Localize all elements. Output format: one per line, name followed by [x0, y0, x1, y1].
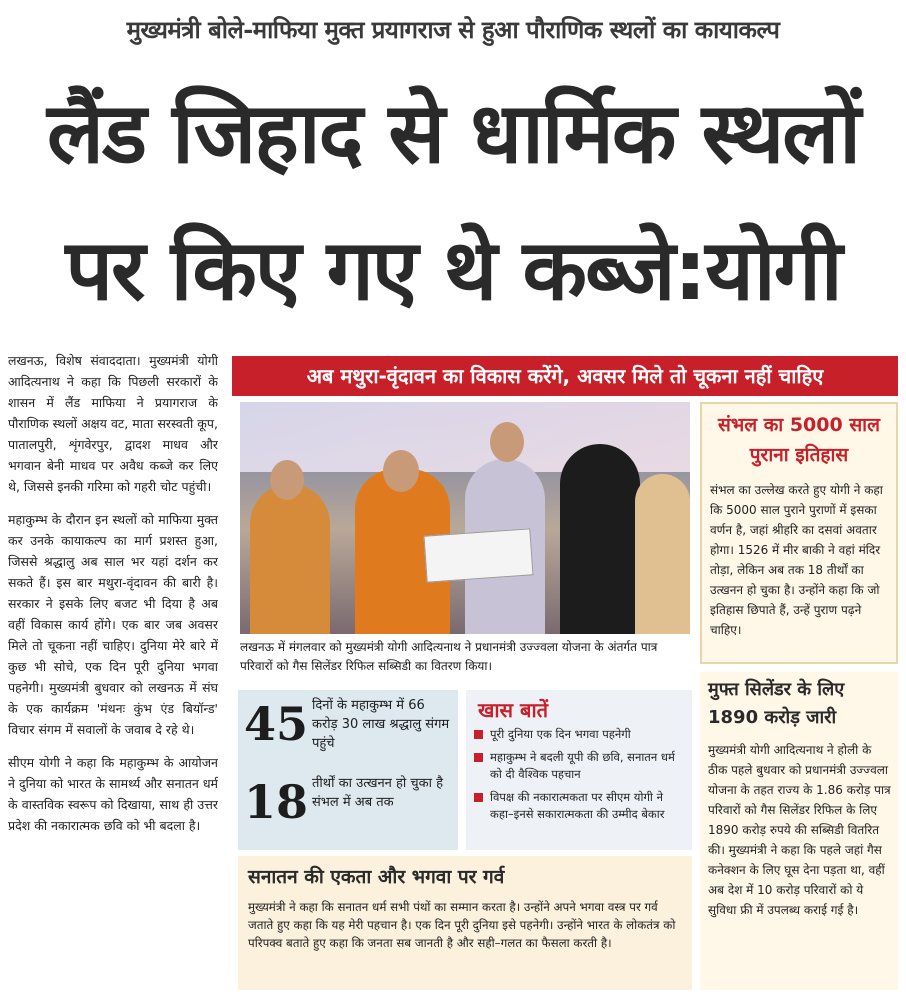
kicker-headline: मुख्यमंत्री बोले-माफिया मुक्त प्रयागराज से हुआ पौराणिक स्थलों का कायाकल्प: [126, 15, 780, 44]
key-point-item: [474, 789, 688, 823]
key-points-box: [466, 690, 692, 850]
person-head: [490, 422, 524, 462]
key-point-text: पूरी दुनिया एक दिन भगवा पहनेगी: [490, 727, 631, 741]
article-paragraph: सीएम योगी ने कहा कि महाकुम्भ के आयोजन ने दुनिया को भारत के सामर्थ्य और सनातन धर्म के वास्तविक स्वरूप को दिखाया, साथ ही उत्तर प्रदेश की नकारात्मक छवि को भी बदला है।: [8, 755, 218, 833]
article-paragraph: महाकुम्भ के दौरान इन स्थलों को माफिया मुक्त कर उनके कायाकल्प का मार्ग प्रशस्त हुआ, जिससे श्रद्धालु अब साल भर यहां दर्शन कर सकते हैं। इस बार मथुरा-वृंदावन की बारी है। सरकार ने इसके लिए बजट भी दिया है अब वहीं विकास कार्य होंगे। एक बार जब अवसर मिले तो चूकना नहीं चाहिए। दुनिया मेरे बारे में कुछ भी सोचे, एक दिन पूरी दुनिया भगवा पहनेगी। मुख्यमंत्री बुधवार को लखनऊ में संघ के एक कार्यक्रम 'मंथनः कुंभ एंड बियॉन्ड' विचार संगम में सवालों के जवाब दे रहे थे।: [8, 512, 218, 737]
stat-row: [244, 772, 454, 842]
key-point-text: विपक्ष की नकारात्मकता पर सीएम योगी ने कहा–इनसे सकारात्मकता की उम्मीद बेकार: [490, 790, 665, 821]
main-headline-line-2: पर किए गए थे कब्जे:योगी: [65, 221, 841, 319]
person-head: [270, 460, 304, 500]
photo-caption: लखनऊ में मंगलवार को मुख्यमंत्री योगी आदित्यनाथ ने प्रधानमंत्री उज्ज्वला योजना के अंतर्गत पात्र परिवारों को गैस सिलेंडर रिफिल सब्सिडी का वितरण किया।: [240, 640, 658, 673]
key-point-text: महाकुम्भ ने बदली यूपी की छवि, सनातन धर्म को दी वैश्विक पहचान: [490, 750, 675, 781]
stat-number: 18: [244, 775, 309, 829]
square-bullet-icon: [474, 753, 483, 762]
main-headline-line-1: लैंड जिहाद से धार्मिक स्थलों: [47, 84, 859, 182]
key-point-item: [474, 726, 688, 743]
key-points-title: खास बातें: [478, 698, 549, 722]
stats-box: [238, 690, 458, 850]
square-bullet-icon: [474, 793, 483, 802]
stat-text: दिनों के महाकुम्भ में 66 करोड़ 30 लाख श्रद्धालु संगम पहुंचे: [312, 698, 450, 751]
sambhal-sidebar: [700, 402, 898, 664]
sambhal-title: संभल का 5000 साल पुराना इतिहास: [718, 414, 880, 466]
free-cylinder-sidebar: [700, 672, 898, 990]
person-figure: [250, 484, 330, 634]
square-bullet-icon: [474, 730, 483, 739]
sambhal-body: संभल का उल्लेख करते हुए योगी ने कहा कि 5000 साल पुराने पुराणों में इसका वर्णन है, जहां श्रीहरि का दसवां अवतार होगा। 1526 में मीर बाकी ने वहां मंदिर तोड़ा, लेकिन अब तक 18 तीर्थों का उत्खनन हो चुका है। उन्होंने कहा कि जो इतिहास छिपाते हैं, उन्हें पुराण पढ़ने चाहिए।: [710, 483, 883, 637]
stat-text: तीर्थों का उत्खनन हो चुका है संभल में अब तक: [312, 776, 444, 810]
subsidy-cheque: [423, 528, 533, 582]
key-points-list: [474, 726, 688, 829]
stat-row: [244, 694, 454, 764]
section-banner: अब मथुरा-वृंदावन का विकास करेंगे, अवसर मिले तो चूकना नहीं चाहिए: [232, 356, 898, 396]
free-cylinder-title: मुफ्त सिलेंडर के लिए 1890 करोड़ जारी: [708, 679, 845, 728]
person-head: [383, 450, 419, 492]
person-figure: [635, 474, 690, 634]
news-photo: [240, 402, 690, 634]
sanatan-body: मुख्यमंत्री ने कहा कि सनातन धर्म सभी पंथों का सम्मान करता है। उन्होंने अपने भगवा वस्त्र पर गर्व जताते हुए कहा कि यह मेरी पहचान है। एक दिन पूरी दुनिया इसे पहनेगी। उन्होंने भारत के लोकतंत्र को परिपक्व बताते हुए कहा कि जनता सब जानती है और सही–गलत का फैसला करती है।: [248, 900, 676, 950]
sanatan-title: सनातन की एकता और भगवा पर गर्व: [248, 866, 505, 888]
person-figure: [560, 444, 640, 634]
stat-number: 45: [244, 697, 309, 751]
sanatan-box: [238, 856, 692, 990]
free-cylinder-body: मुख्यमंत्री योगी आदित्यनाथ ने होली के ठीक पहले बुधवार को प्रधानमंत्री उज्ज्वला योजना के तहत राज्य के 1.86 करोड़ पात्र परिवारों को गैस सिलेंडर रिफिल के लिए 1890 करोड़ रुपये की सब्सिडी वितरित की। मुख्यमंत्री ने कहा कि पहले जहां गैस कनेक्शन के लिए घूस देना पड़ता था, वहीं अब देश में 10 करोड़ परिवारों को ये सुविधा फ्री में उपलब्ध कराई गई है।: [708, 743, 891, 917]
key-point-item: [474, 749, 688, 783]
article-paragraph: लखनऊ, विशेष संवाददाता। मुख्यमंत्री योगी आदित्यनाथ ने कहा कि पिछली सरकारों के शासन में लैंड माफिया ने प्रयागराज के पौराणिक स्थलों अक्षय वट, माता सरस्वती कूप, पातालपुरी, शृंगवेरपुर, द्वादश माधव और भगवान बेनी माधव पर अवैध कब्जे कर लिए थे, जिससे इनकी गरिमा को गहरी चोट पहुंची।: [8, 353, 218, 494]
left-article-column: [8, 350, 218, 990]
